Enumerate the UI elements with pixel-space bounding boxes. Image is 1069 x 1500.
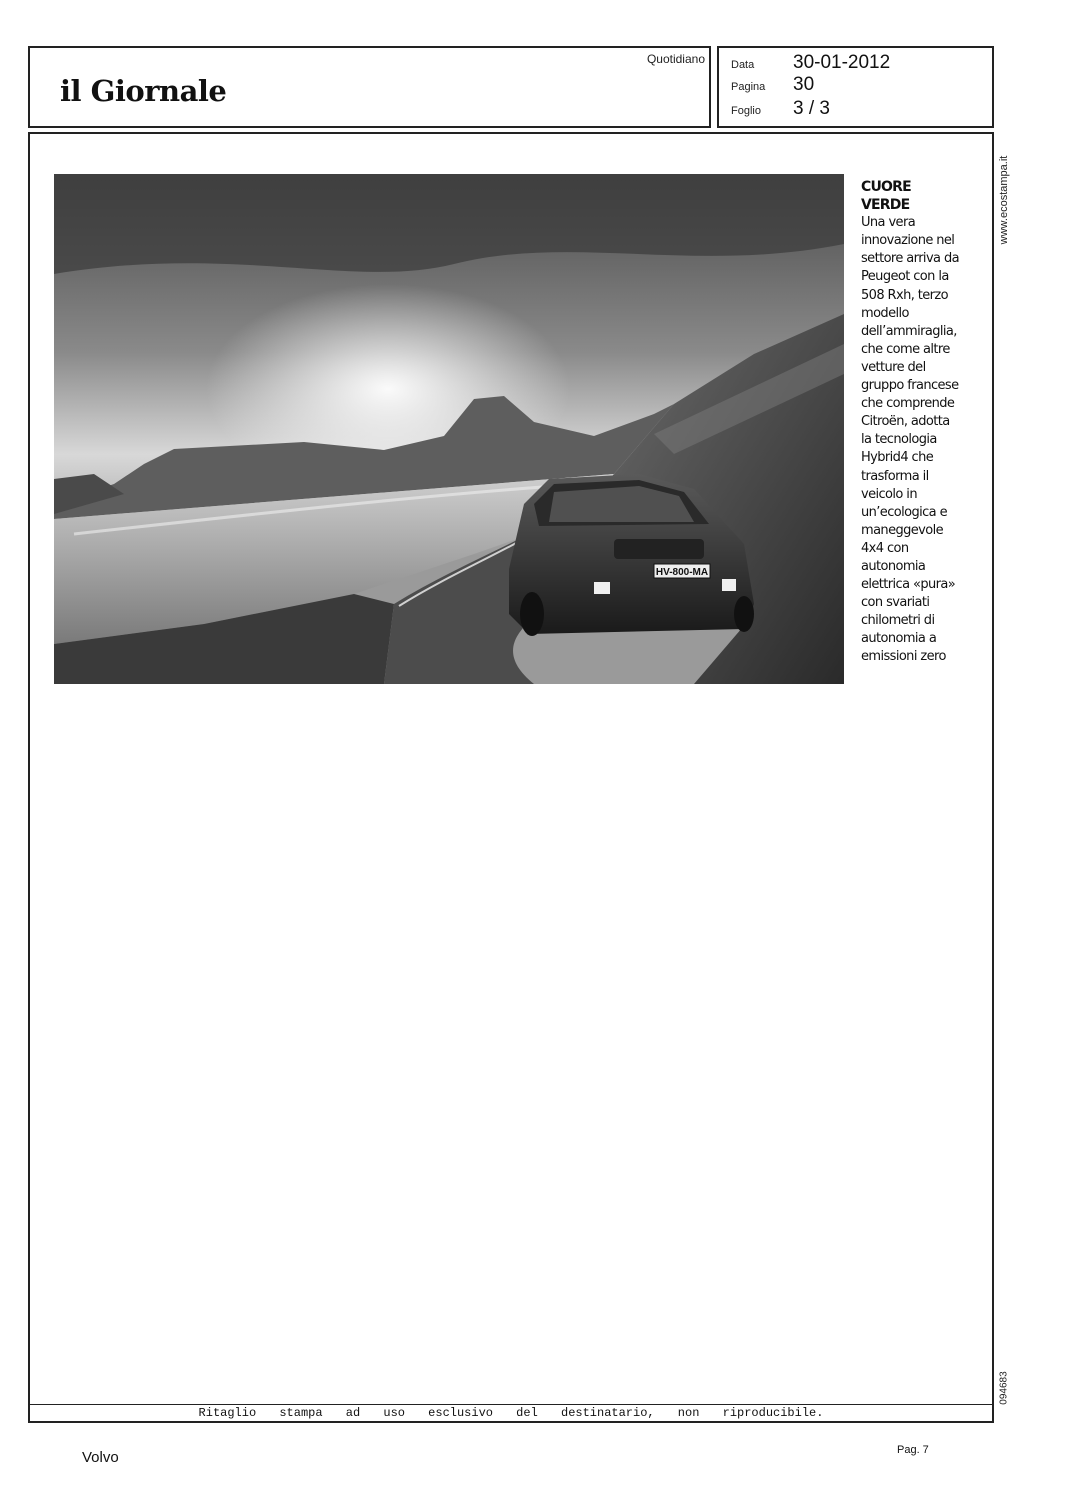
newspaper-masthead: il Giornale bbox=[60, 74, 227, 108]
reproduction-notice: Ritaglio stampa ad uso esclusivo del destinatario, non riproducibile. bbox=[198, 1406, 824, 1420]
notice-divider bbox=[30, 1404, 992, 1405]
meta-value: 30 bbox=[793, 74, 815, 95]
publication-type: Quotidiano bbox=[646, 52, 705, 66]
masthead-box bbox=[28, 46, 711, 128]
meta-label: Foglio bbox=[731, 105, 761, 117]
meta-row-pagina bbox=[731, 74, 814, 96]
footer-page-number: Pag. 7 bbox=[897, 1444, 929, 1456]
car-photo bbox=[54, 174, 844, 684]
license-plate: HV-800-MA bbox=[655, 567, 709, 578]
article-clipping bbox=[28, 132, 994, 1423]
meta-label: Pagina bbox=[731, 81, 766, 93]
meta-row-foglio bbox=[731, 98, 830, 120]
meta-value: 3 / 3 bbox=[793, 98, 830, 119]
footer-client: Volvo bbox=[82, 1449, 119, 1466]
car-landscape-image bbox=[54, 174, 844, 684]
meta-value: 30-01-2012 bbox=[793, 52, 891, 73]
metadata-box bbox=[717, 46, 994, 128]
side-code bbox=[996, 1366, 1012, 1410]
meta-label: Data bbox=[731, 59, 755, 71]
caption-title: CUORE VERDE bbox=[861, 179, 911, 214]
clipping-code: 094683 bbox=[998, 1371, 1010, 1405]
meta-row-data bbox=[731, 52, 890, 74]
photo-caption bbox=[861, 178, 961, 667]
ecostampa-url: www.ecostampa.it bbox=[998, 155, 1010, 245]
side-url bbox=[996, 145, 1012, 255]
caption-body: Una vera innovazione nel settore arriva da Peugeot con la 508 Rxh, terzo modello dell’ammiraglia, che come altre vetture del gruppo francese che comprende Citroën, adotta la tecnologia Hybrid4 che trasforma il veicolo in un’ecologica e maneggevole 4x4 con autonomia elettrica «pura» con svariati chilometri di autonomia a emissioni zero bbox=[861, 215, 959, 665]
